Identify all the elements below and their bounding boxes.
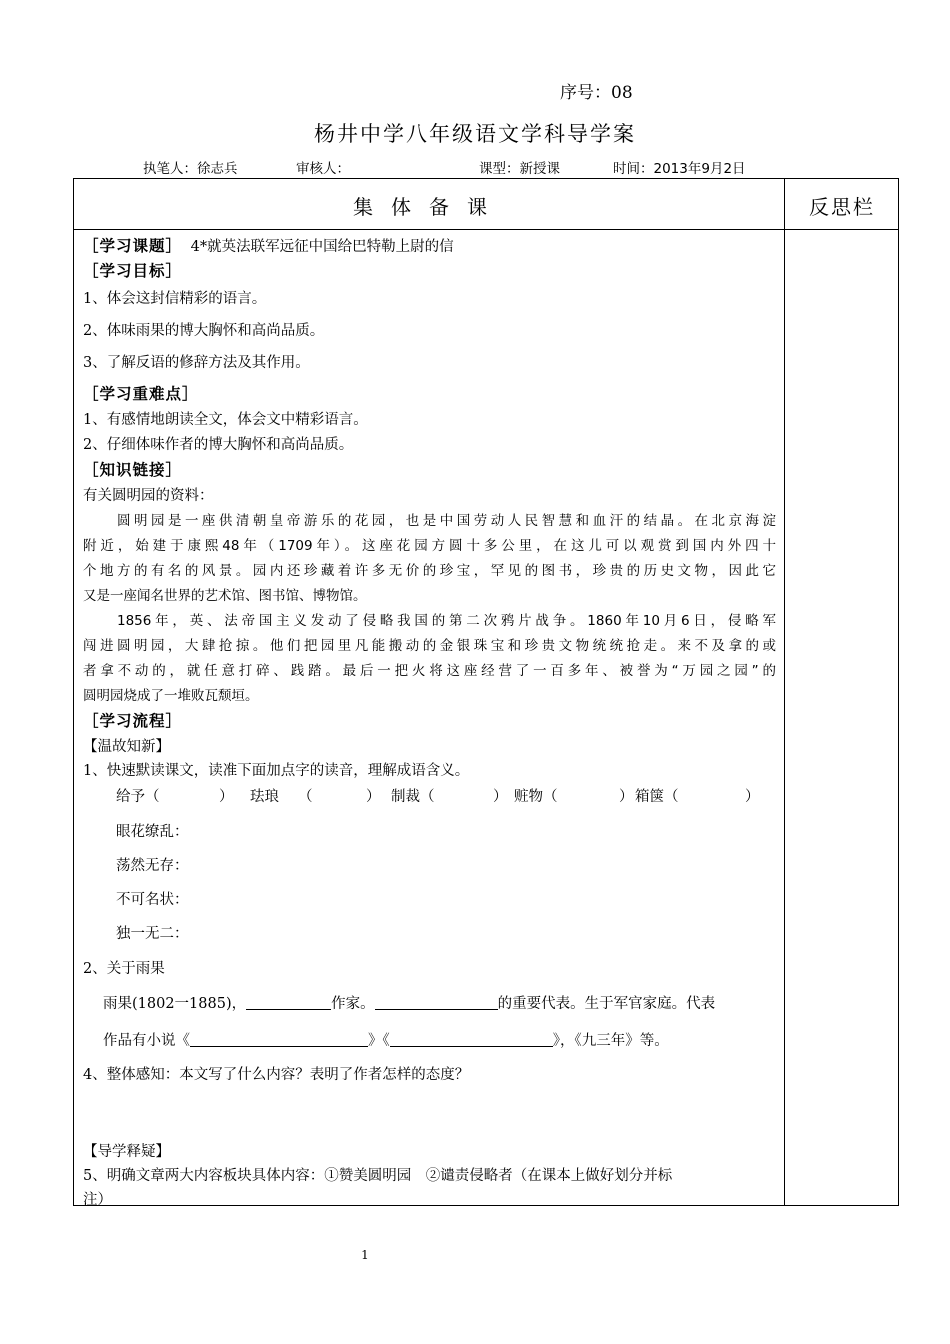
goal-item: 1、体会这封信精彩的语言。	[83, 291, 267, 307]
goal-item: 2、体味雨果的博大胸怀和高尚品质。	[83, 323, 325, 339]
knowledge-line: 者拿不动的，就任意打碎、践踏。最后一把火将这座经营了一百多年、被誉为“万园之园”的	[83, 663, 776, 679]
process-label: ［学习流程］	[83, 711, 183, 730]
idiom-item: 眼花缭乱：	[116, 824, 189, 840]
question-5-cont: 注）	[83, 1192, 112, 1208]
question-2: 2、关于雨果	[83, 961, 165, 977]
hugo-line-2	[103, 1029, 669, 1050]
column-divider	[784, 179, 785, 1205]
topic-label: ［学习课题］	[83, 236, 183, 255]
hugo-text: 作家。	[331, 996, 375, 1012]
question-1: 1、快速默读课文，读准下面加点字的读音，理解成语含义。	[83, 763, 470, 779]
word-close: ）	[493, 789, 508, 805]
blank-movement[interactable]	[375, 994, 498, 1010]
word-item: 制裁（	[391, 789, 435, 805]
key-points-label: ［学习重难点］	[83, 384, 199, 403]
goal-item: 3、了解反语的修辞方法及其作用。	[83, 355, 310, 371]
review-label: 【温故知新】	[83, 739, 170, 755]
header-collective-prep: 集体备课	[353, 195, 505, 219]
word-item: 箱箧（	[635, 789, 679, 805]
topic-text: 4*就英法联军远征中国给巴特勒上尉的信	[190, 239, 454, 255]
serial-number: 序号：08	[560, 83, 633, 103]
pronunciation-row	[83, 785, 778, 805]
key-point-item: 2、仔细体味作者的博大胸怀和高尚品质。	[83, 437, 354, 453]
idiom-item: 荡然无存：	[116, 858, 189, 874]
knowledge-label: ［知识链接］	[83, 460, 183, 479]
knowledge-line: 1856年，英、法帝国主义发动了侵略我国的第二次鸦片战争。1860年10月6日，侵略军	[117, 613, 776, 629]
knowledge-intro: 有关圆明园的资料：	[83, 488, 214, 504]
knowledge-line: 圆明园是一座供清朝皇帝游乐的花园，也是中国劳动人民智慧和血汗的结晶。在北京海淀	[117, 513, 776, 529]
hugo-text: 作品有小说《	[103, 1033, 190, 1049]
blank-novel-1[interactable]	[190, 1031, 368, 1047]
hugo-text: 》《	[368, 1033, 390, 1049]
knowledge-line: 个地方的有名的风景。园内还珍藏着许多无价的珍宝，罕见的图书，珍贵的历史文物，因此它	[83, 563, 776, 579]
word-close: ）	[219, 789, 234, 805]
word-item: 珐琅	[250, 789, 279, 805]
word-item: 赃物（	[514, 789, 558, 805]
word-close: ）	[745, 789, 760, 805]
blank-novel-2[interactable]	[390, 1031, 553, 1047]
word-open: （	[298, 789, 313, 805]
course-type: 课型：新授课	[479, 161, 560, 177]
idiom-item: 独一无二：	[116, 926, 189, 942]
lesson-table	[73, 178, 899, 1206]
goals-label: ［学习目标］	[83, 261, 183, 280]
date: 时间：2013年9月2日	[613, 161, 746, 177]
hugo-text: 雨果(1802一1885)，	[103, 996, 247, 1012]
topic-line	[83, 234, 454, 256]
author: 执笔人：徐志兵	[143, 161, 238, 177]
hugo-text: 的重要代表。生于军官家庭。代表	[497, 996, 716, 1012]
key-point-item: 1、有感情地朗读全文，体会文中精彩语言。	[83, 412, 368, 428]
header-reflection: 反思栏	[809, 195, 875, 219]
reviewer: 审核人：	[296, 161, 350, 177]
word-close: ）	[366, 789, 381, 805]
guide-label: 【导学释疑】	[83, 1144, 170, 1160]
word-close: ）	[619, 789, 634, 805]
question-4: 4、整体感知：本文写了什么内容？表明了作者怎样的态度？	[83, 1067, 470, 1083]
idiom-item: 不可名状：	[116, 892, 189, 908]
page-title: 杨井中学八年级语文学科导学案	[314, 122, 636, 146]
knowledge-line: 圆明园烧成了一堆败瓦颓垣。	[83, 688, 259, 704]
blank-nationality[interactable]	[246, 994, 331, 1010]
knowledge-line: 闯进圆明园，大肆抢掠。他们把园里凡能搬动的金银珠宝和珍贵文物统统抢走。来不及拿的或	[83, 638, 776, 654]
question-5: 5、明确文章两大内容板块具体内容：①赞美圆明园 ②谴责侵略者（在课本上做好划分并标	[83, 1168, 673, 1184]
knowledge-line: 又是一座闻名世界的艺术馆、图书馆、博物馆。	[83, 588, 367, 604]
knowledge-line: 附近，始建于康熙48年（1709年）。这座花园方圆十多公里，在这儿可以观赏到国内外四十	[83, 538, 776, 554]
hugo-text: 》，《九三年》等。	[552, 1033, 669, 1049]
word-item: 给予（	[116, 789, 160, 805]
header-divider	[74, 229, 898, 230]
hugo-line-1	[103, 992, 715, 1013]
page-number: 1	[361, 1248, 369, 1262]
